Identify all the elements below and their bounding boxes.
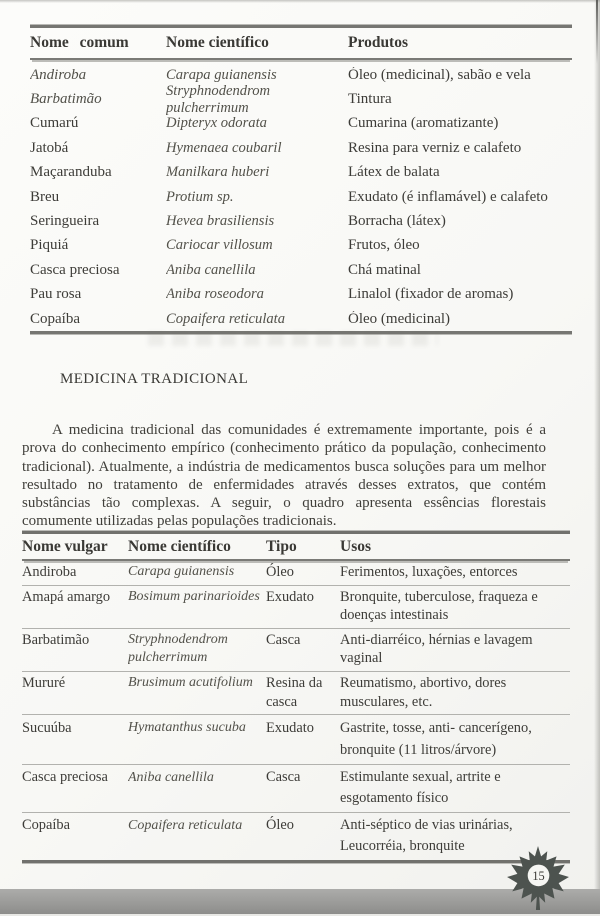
table-cell: Ferimentos, luxações, entorces <box>340 564 518 580</box>
table-cell: Barbatimão <box>22 631 90 648</box>
table-row <box>30 307 572 331</box>
scan-right-edge <box>594 0 600 914</box>
table-cell: Seringueira <box>30 213 100 230</box>
table-cell: Piquiá <box>30 237 69 254</box>
column-header: Nome científico <box>128 538 231 555</box>
table-cell: Brusimum acutifolium <box>128 674 253 690</box>
table-cell: Cariocar villosum <box>166 237 273 254</box>
table-cell: Resina para verniz e calafeto <box>348 139 522 156</box>
table-cell: Copaifera reticulata <box>128 818 243 834</box>
page-number: 15 <box>532 869 545 884</box>
column-header: Produtos <box>348 34 409 51</box>
table-header-row <box>22 534 570 561</box>
table-cell: Bosimum parinarioides <box>128 588 260 604</box>
table-cell: Exudato <box>266 720 314 737</box>
table-cell: Carapa guianensis <box>128 564 235 579</box>
table-row <box>22 586 570 629</box>
column-header: Nome comum <box>30 34 129 51</box>
table-cell: Casca <box>266 769 301 786</box>
table-cell: Hevea brasiliensis <box>166 213 275 230</box>
table-cell: Casca preciosa <box>22 769 108 786</box>
table-cell: Protium sp. <box>166 188 234 205</box>
table-cell: Reumatismo, abortivo, dores musculares, etc. <box>340 674 507 710</box>
table-row <box>22 813 570 860</box>
table-row <box>30 82 572 116</box>
table-cell: Óleo <box>266 817 294 834</box>
table-cell: Óleo (medicinal) <box>348 310 451 327</box>
section-heading: MEDICINA TRADICIONAL <box>60 371 249 387</box>
table-cell: Gastrite, tosse, anti- cancerígeno, bronquite (11 litros/árvore) <box>340 720 532 759</box>
table-cell: Aniba canellila <box>128 770 214 786</box>
table-cell: Estimulante sexual, artrite e esgotamento físico <box>340 769 501 807</box>
table-cell: Stryphnodendrom pulcherrimum <box>166 82 271 116</box>
scan-corner-line <box>596 0 598 64</box>
maple-leaf-icon <box>504 845 572 911</box>
table-cell: Anti-séptico de vias urinárias, Leucorréia, bronquite <box>340 817 513 855</box>
table-cell: Aniba roseodora <box>166 286 264 303</box>
table-row <box>22 765 570 813</box>
table-cell: Copaifera reticulata <box>166 310 286 327</box>
products-table <box>30 25 572 334</box>
table-cell: Mururé <box>22 674 66 691</box>
table-cell: Breu <box>30 188 60 205</box>
table-cell: Exudato <box>266 588 314 605</box>
table-cell: Andiroba <box>22 564 77 580</box>
table-cell: Bronquite, tuberculose, fraqueza e doenças intestinais <box>340 588 538 624</box>
table-cell: Hymenaea coubaril <box>166 139 282 156</box>
table-cell: Aniba canellila <box>166 261 256 278</box>
table-cell: Barbatimão <box>30 91 102 108</box>
table-cell: Manilkara huberi <box>166 164 270 181</box>
table-cell: Amapá amargo <box>22 588 111 605</box>
table-row <box>22 561 570 586</box>
table-row <box>22 629 570 672</box>
column-header: Nome científico <box>166 34 269 51</box>
table-cell: Frutos, óleo <box>348 237 420 254</box>
page-number-leaf <box>504 845 572 911</box>
table-row <box>30 209 572 233</box>
table-cell: Anti-diarréico, hérnias e lavagem vaginal <box>340 631 533 667</box>
table-cell: Óleo (medicinal), sabão e vela <box>348 66 531 83</box>
table-cell: Copaíba <box>30 310 80 327</box>
bleed-through-artifact <box>148 332 438 346</box>
table-cell: Stryphnodendrom pulcherrimum <box>128 631 228 666</box>
column-header: Usos <box>340 538 372 555</box>
table-cell: Copaíba <box>22 817 70 834</box>
table-cell: Látex de balata <box>348 164 440 181</box>
table-cell: Dipteryx odorata <box>166 115 267 132</box>
table-cell: Cumarú <box>30 115 79 132</box>
table-row <box>22 672 570 715</box>
traditional-uses-table <box>22 531 570 863</box>
table-cell: Borracha (látex) <box>348 213 446 230</box>
table-cell: Linalol (fixador de aromas) <box>348 286 514 303</box>
table-header-row <box>30 28 572 60</box>
column-header: Tipo <box>266 538 297 555</box>
table-cell: Casca preciosa <box>30 261 120 278</box>
table-row <box>30 258 572 282</box>
table-cell: Resina da casca <box>266 674 323 710</box>
table-row <box>30 112 572 136</box>
body-paragraph: A medicina tradicional das comunidades é extremamente importante, pois é a prova do conhecimento empírico (conhecimento prático da população, conhecimento tradicional). Atualmente, a indústria de medicamentos busca soluções para um melhor resultado no tratamento de enfermidades através desses extratos, que contém substâncias tão complexas. A seguir, o quadro apresenta essências florestais comumente utilizadas pelas populações tradicionais. <box>22 422 546 530</box>
table-cell: Jatobá <box>30 139 69 156</box>
table-cell: Casca <box>266 631 301 648</box>
table-row <box>30 136 572 160</box>
table-cell: Hymatanthus sucuba <box>128 720 246 736</box>
table-row <box>30 283 572 307</box>
table-cell: Maçaranduba <box>30 164 112 181</box>
table-cell: Tintura <box>348 91 392 108</box>
table-row <box>30 161 572 185</box>
table-row <box>30 234 572 258</box>
scan-top-edge <box>0 0 600 3</box>
table-cell: Chá matinal <box>348 261 421 278</box>
column-header: Nome vulgar <box>22 538 108 555</box>
table-cell: Pau rosa <box>30 286 82 303</box>
table-row <box>22 715 570 765</box>
table-cell: Cumarina (aromatizante) <box>348 115 499 132</box>
table-cell: Exudato (é inflamável) e calafeto <box>348 188 548 205</box>
table-cell: Sucuúba <box>22 720 72 737</box>
table-cell: Óleo <box>266 564 294 580</box>
table-cell: Andiroba <box>30 66 87 83</box>
table-cell: Carapa guianensis <box>166 66 277 83</box>
table-row <box>30 185 572 209</box>
